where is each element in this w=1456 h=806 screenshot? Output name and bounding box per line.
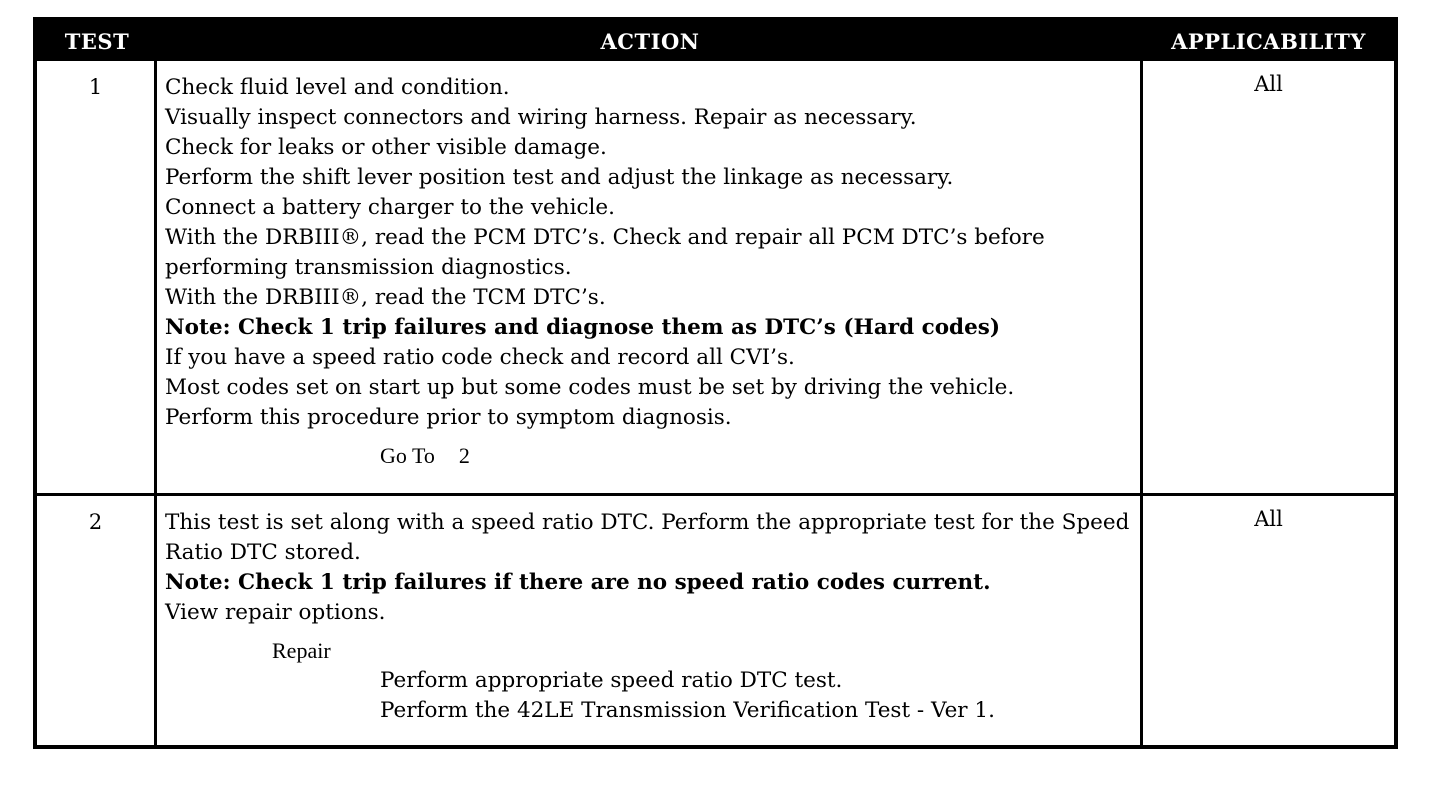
goto-target: 2 (458, 443, 470, 468)
action-cell (157, 61, 1143, 493)
applicability-value: All (1254, 72, 1283, 96)
header-action: ACTION (600, 28, 700, 54)
action-note: Note: Check 1 trip failures and diagnose them as DTC’s (Hard codes) (165, 315, 1001, 340)
applicability-value: All (1254, 507, 1283, 531)
action-step: Check fluid level and condition. (165, 75, 510, 100)
table-header-row (37, 21, 1394, 61)
goto-link[interactable] (165, 441, 1134, 471)
diagnostic-table (33, 17, 1398, 749)
action-step: This test is set along with a speed ratio DTC. Perform the appropriate test for the Speed Ratio DTC stored. (165, 510, 1130, 565)
action-step: Perform the shift lever position test and adjust the linkage as necessary. (165, 165, 954, 190)
goto-label: Go To (380, 443, 435, 468)
action-step: Perform this procedure prior to symptom diagnosis. (165, 405, 732, 430)
test-number: 1 (37, 61, 157, 493)
table-row (37, 493, 1394, 745)
repair-label: Repair (272, 638, 331, 663)
action-note: Note: Check 1 trip failures if there are no speed ratio codes current. (165, 570, 991, 595)
action-step: Most codes set on start up but some codes must be set by driving the vehicle. (165, 375, 1015, 400)
repair-step: Perform the 42LE Transmission Verification Test - Ver 1. (380, 698, 995, 723)
action-step: If you have a speed ratio code check and record all CVI’s. (165, 345, 795, 370)
header-test: TEST (64, 28, 130, 54)
action-step: Check for leaks or other visible damage. (165, 135, 607, 160)
action-cell (157, 496, 1143, 745)
action-step: Connect a battery charger to the vehicle. (165, 195, 615, 220)
table-row (37, 61, 1394, 493)
action-step: With the DRBIII®, read the TCM DTC’s. (165, 285, 606, 310)
header-applicability: APPLICABILITY (1171, 28, 1366, 54)
repair-step: Perform appropriate speed ratio DTC test. (380, 668, 843, 693)
test-number: 2 (37, 496, 157, 745)
action-step: With the DRBIII®, read the PCM DTC’s. Check and repair all PCM DTC’s before performing transmission diagnostics. (165, 225, 1045, 280)
action-step: Visually inspect connectors and wiring harness. Repair as necessary. (165, 105, 917, 130)
action-step: View repair options. (165, 600, 386, 625)
